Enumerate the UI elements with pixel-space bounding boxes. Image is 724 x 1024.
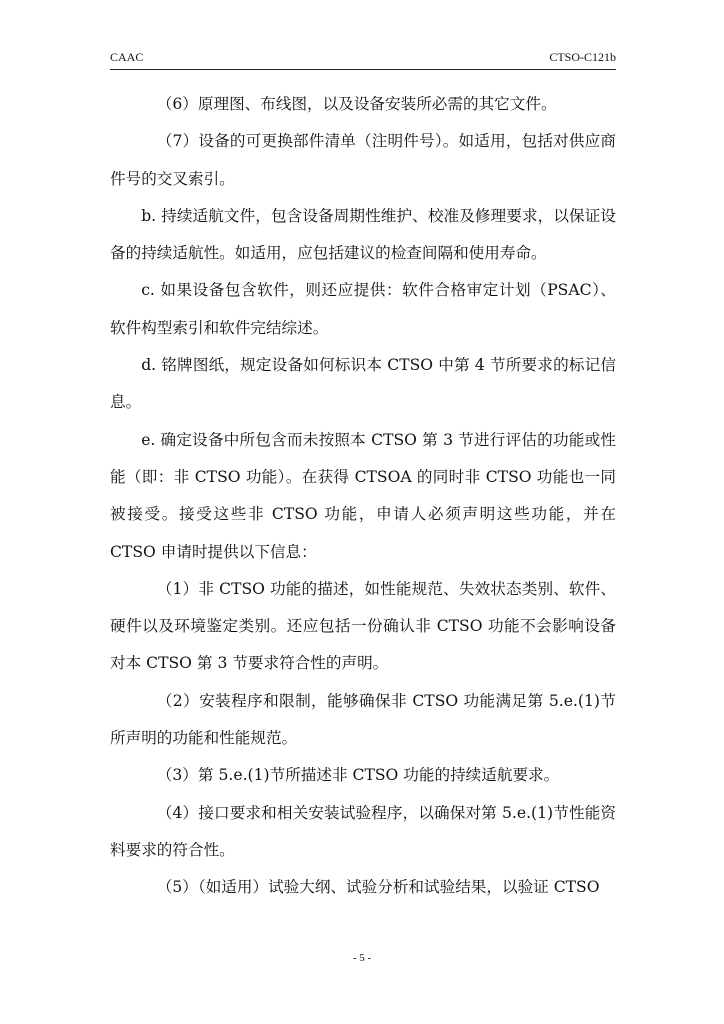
- paragraph-c: c. 如果设备包含软件，则还应提供：软件合格审定计划（PSAC）、软件构型索引和软件完结综述。: [110, 281, 616, 337]
- paragraph-d: d. 铭牌图纸，规定设备如何标识本 CTSO 中第 4 节所要求的标记信息。: [110, 356, 616, 412]
- paragraph-e-item-3: （3）第 5.e.(1)节所描述非 CTSO 功能的持续适航要求。: [156, 766, 560, 785]
- page-header: [110, 50, 616, 70]
- paragraph-e-item-5: （5）（如适用）试验大纲、试验分析和试验结果，以验证 CTSO: [156, 878, 600, 897]
- paragraph-e-item-1: （1）非 CTSO 功能的描述，如性能规范、失效状态类别、软件、硬件以及环境鉴定类别。还应包括一份确认非 CTSO 功能不会影响设备对本 CTSO 第 3 节要求符合性的声明。: [110, 579, 616, 673]
- paragraph-e: e. 确定设备中所包含而未按照本 CTSO 第 3 节进行评估的功能或性能（即：非 CTSO 功能）。在获得 CTSOA 的同时非 CTSO 功能也一同被接受。接受这些非 CTSO 功能，申请人必须声明这些功能，并在 CTSO 申请时提供以下信息：: [110, 430, 616, 561]
- header-right: CTSO-C121b: [549, 50, 616, 64]
- paragraph-item-7: （7）设备的可更换部件清单（注明件号）。如适用，包括对供应商件号的交叉索引。: [110, 132, 616, 188]
- paragraph-e-item-2: （2）安装程序和限制，能够确保非 CTSO 功能满足第 5.e.(1)节所声明的功能和性能规范。: [110, 691, 616, 748]
- paragraph-item-6: （6）原理图、布线图，以及设备安装所必需的其它文件。: [156, 95, 557, 113]
- paragraph-e-item-4: （4）接口要求和相关安装试验程序，以确保对第 5.e.(1)节性能资料要求的符合性。: [110, 803, 616, 859]
- document-body: [110, 86, 616, 907]
- header-left: CAAC: [110, 50, 144, 64]
- paragraph-b: b. 持续适航文件，包含设备周期性维护、校准及修理要求，以保证设备的持续适航性。如适用，应包括建议的检查间隔和使用寿命。: [110, 206, 616, 263]
- page-number: - 5 -: [352, 952, 372, 964]
